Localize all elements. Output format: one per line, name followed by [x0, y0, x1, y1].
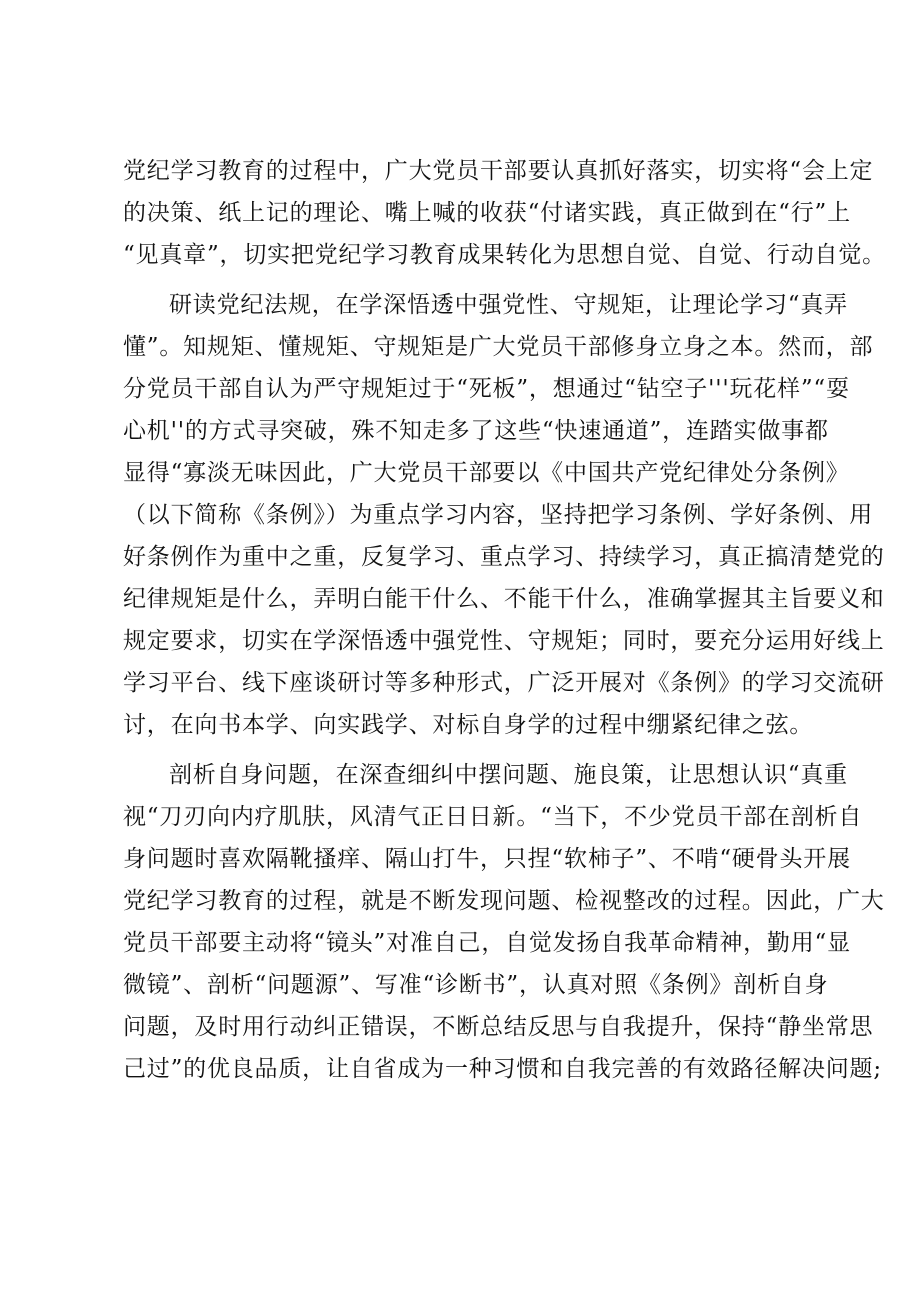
- paragraph-2: [123, 284, 885, 746]
- text-line: 问题，及时用行动纠正错误，不断总结反思与自我提升，保持“静坐常思: [123, 1014, 874, 1040]
- text-line: 的决策、纸上记的理论、嘴上喊的收获“付诸实践，真正做到在“行”上: [123, 200, 851, 226]
- text-line: 分党员干部自认为严守规矩过于“死板”，想通过“钻空子'''玩花样”“耍: [123, 376, 850, 402]
- text-line: 剖析自身问题，在深查细纠中摆问题、施良策，让思想认识“真重: [169, 762, 848, 788]
- text-line: 微镜”、剖析“问题源”、写准“诊断书”，认真对照《条例》剖析自身: [123, 972, 829, 998]
- text-line: 己过”的优良品质，让自省成为一种习惯和自我完善的有效路径解决问题;: [123, 1056, 882, 1082]
- text-line: 讨，在向书本学、向实践学、对标自身学的过程中绷紧纪律之弦。: [123, 712, 814, 738]
- text-line: 身问题时喜欢隔靴搔痒、隔山打牛，只捏“软柿子”、不啃“硬骨头开展: [123, 846, 851, 872]
- text-line: 显得“寡淡无味因此，广大党员干部要以《中国共产党纪律处分条例》: [123, 460, 850, 486]
- text-line: 心机''的方式寻突破，殊不知走多了这些“快速通道”，连踏实做事都: [123, 418, 829, 444]
- text-line: 研读党纪法规，在学深悟透中强党性、守规矩，让理论学习“真弄: [169, 292, 848, 318]
- text-line: 党员干部要主动将“镜头”对准自己，自觉发扬自我革命精神，勤用“显: [123, 930, 851, 956]
- text-line: 学习平台、线下座谈研讨等多种形式，广泛开展对《条例》的学习交流研: [123, 670, 885, 696]
- paragraph-3: [123, 754, 885, 1090]
- text-line: 好条例作为重中之重，反复学习、重点学习、持续学习，真正搞清楚党的: [123, 544, 885, 570]
- text-line: 纪律规矩是什么，弄明白能干什么、不能干什么，准确掌握其主旨要义和: [123, 586, 885, 612]
- text-line: 懂”。知规矩、懂规矩、守规矩是广大党员干部修身立身之本。然而，部: [123, 334, 874, 360]
- text-line: 视“刀刃向内疗肌肤，风清气正日日新。“当下，不少党员干部在剖析自: [123, 804, 863, 830]
- document-body: [123, 150, 886, 1090]
- text-line: 党纪学习教育的过程，就是不断发现问题、检视整改的过程。因此，广大: [123, 888, 885, 914]
- text-line: 规定要求，切实在学深悟透中强党性、守规矩；同时，要充分运用好线上: [123, 628, 885, 654]
- paragraph-1: [123, 150, 886, 276]
- text-line: （以下简称《条例》）为重点学习内容，坚持把学习条例、学好条例、用: [123, 502, 874, 528]
- text-line: “见真章”，切实把党纪学习教育成果转化为思想自觉、自觉、行动自觉。: [123, 242, 886, 268]
- text-line: 党纪学习教育的过程中，广大党员干部要认真抓好落实，切实将“会上定: [123, 158, 874, 184]
